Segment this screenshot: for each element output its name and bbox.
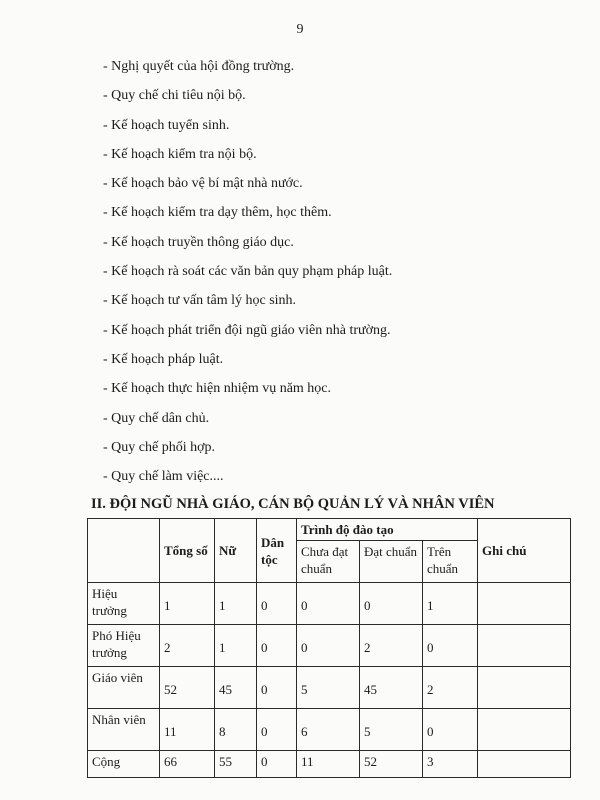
cell-ghi-chu xyxy=(478,625,571,667)
row-label: Nhân viên xyxy=(88,709,160,751)
cell-tong-so: 11 xyxy=(160,709,215,751)
staff-table xyxy=(87,518,571,778)
row-label: Giáo viên xyxy=(88,667,160,709)
table-row xyxy=(88,583,571,625)
row-label: Phó Hiệu trưởng xyxy=(88,625,160,667)
cell-tong-so: 1 xyxy=(160,583,215,625)
header-nu: Nữ xyxy=(215,519,257,583)
table-total-row xyxy=(88,751,571,778)
list-item: - Quy chế phối hợp. xyxy=(103,439,215,455)
cell-nu: 55 xyxy=(215,751,257,778)
table-header-row xyxy=(88,519,571,541)
cell-nu: 1 xyxy=(215,583,257,625)
cell-dan-toc: 0 xyxy=(257,667,297,709)
header-tren-chuan: Trên chuẩn xyxy=(423,541,478,583)
list-item: - Kế hoạch truyền thông giáo dục. xyxy=(103,234,294,250)
cell-dat-chuan: 2 xyxy=(360,625,423,667)
section-heading: II. ĐỘI NGŨ NHÀ GIÁO, CÁN BỘ QUẢN LÝ VÀ NHÂN VIÊN xyxy=(91,496,495,512)
header-dat-chuan: Đạt chuẩn xyxy=(360,541,423,583)
cell-ghi-chu xyxy=(478,709,571,751)
list-item: - Kế hoạch thực hiện nhiệm vụ năm học. xyxy=(103,381,332,397)
cell-nu: 45 xyxy=(215,667,257,709)
cell-tren-chuan: 1 xyxy=(423,583,478,625)
cell-tren-chuan: 3 xyxy=(423,751,478,778)
list-item: - Kế hoạch bảo vệ bí mật nhà nước. xyxy=(103,176,303,192)
cell-chua-dat-chuan: 5 xyxy=(297,667,360,709)
cell-tren-chuan: 2 xyxy=(423,667,478,709)
document-list xyxy=(103,52,392,491)
cell-ghi-chu xyxy=(478,583,571,625)
cell-tong-so: 52 xyxy=(160,667,215,709)
row-label: Cộng xyxy=(88,751,160,778)
cell-tren-chuan: 0 xyxy=(423,709,478,751)
cell-dat-chuan: 0 xyxy=(360,583,423,625)
cell-dat-chuan: 52 xyxy=(360,751,423,778)
cell-dan-toc: 0 xyxy=(257,709,297,751)
cell-dat-chuan: 45 xyxy=(360,667,423,709)
table-row xyxy=(88,709,571,751)
list-item: - Quy chế chi tiêu nội bộ. xyxy=(103,88,246,104)
table-row xyxy=(88,625,571,667)
list-item: - Kế hoạch tư vấn tâm lý học sinh. xyxy=(103,293,297,309)
cell-dan-toc: 0 xyxy=(257,583,297,625)
cell-chua-dat-chuan: 0 xyxy=(297,583,360,625)
header-ghi-chu: Ghi chú xyxy=(478,519,571,583)
list-item: - Nghị quyết của hội đồng trường. xyxy=(103,59,295,74)
list-item: - Quy chế làm việc.... xyxy=(103,469,224,485)
header-trinh-do: Trình độ đào tạo xyxy=(297,519,478,541)
table-row xyxy=(88,667,571,709)
cell-chua-dat-chuan: 0 xyxy=(297,625,360,667)
header-corner-cell xyxy=(88,519,160,583)
page-number: 9 xyxy=(296,22,304,37)
list-item: - Quy chế dân chủ. xyxy=(103,410,210,426)
list-item: - Kế hoạch pháp luật. xyxy=(103,351,224,367)
list-item: - Kế hoạch kiểm tra dạy thêm, học thêm. xyxy=(103,205,332,221)
list-item: - Kế hoạch tuyển sinh. xyxy=(103,117,230,133)
cell-nu: 1 xyxy=(215,625,257,667)
list-item: - Kế hoạch kiểm tra nội bộ. xyxy=(103,146,257,162)
cell-dan-toc: 0 xyxy=(257,751,297,778)
cell-dat-chuan: 5 xyxy=(360,709,423,751)
cell-ghi-chu xyxy=(478,751,571,778)
cell-tong-so: 66 xyxy=(160,751,215,778)
cell-tong-so: 2 xyxy=(160,625,215,667)
cell-nu: 8 xyxy=(215,709,257,751)
header-dan-toc: Dân tộc xyxy=(257,519,297,583)
cell-chua-dat-chuan: 6 xyxy=(297,709,360,751)
cell-chua-dat-chuan: 11 xyxy=(297,751,360,778)
cell-ghi-chu xyxy=(478,667,571,709)
cell-tren-chuan: 0 xyxy=(423,625,478,667)
cell-dan-toc: 0 xyxy=(257,625,297,667)
row-label: Hiệu trưởng xyxy=(88,583,160,625)
header-chua-dat-chuan: Chưa đạt chuẩn xyxy=(297,541,360,583)
list-item: - Kế hoạch rà soát các văn bản quy phạm pháp luật. xyxy=(103,264,393,280)
list-item: - Kế hoạch phát triển đội ngũ giáo viên nhà trường. xyxy=(103,322,391,338)
header-tong-so: Tổng số xyxy=(160,519,215,583)
